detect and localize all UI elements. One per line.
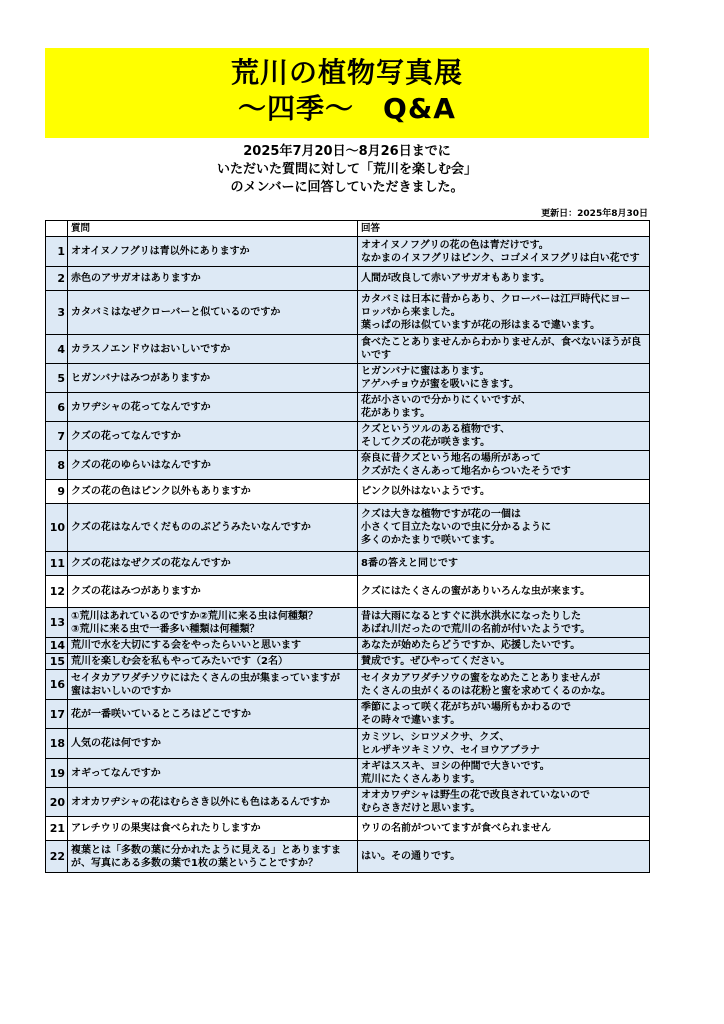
question-cell: オオカワヂシャの花はむらさき以外にも色はあるんですか	[68, 788, 358, 817]
answer-cell: オギはススキ、ヨシの仲間で大きいです。 荒川にたくさんあります。	[358, 759, 650, 788]
question-cell: カラスノエンドウはおいしいですか	[68, 335, 358, 364]
table-row	[46, 335, 650, 364]
table-row	[46, 237, 650, 267]
question-cell: セイタカアワダチソウにはたくさんの虫が集まっていますが 蜜はおいしいのですか	[68, 670, 358, 700]
question-cell: 赤色のアサガオはありますか	[68, 267, 358, 291]
table-row	[46, 422, 650, 451]
question-cell: オギってなんですか	[68, 759, 358, 788]
answer-cell: 昔は大雨になるとすぐに洪水洪水になったりした あばれ川だったので荒川の名前が付いたようです。	[358, 608, 650, 638]
answer-cell: ピンク以外はないようです。	[358, 480, 650, 504]
answer-cell: カタバミは日本に昔からあり、クローバーは江戸時代にヨー ロッパから来ました。 葉っぱの形は似ていますが花の形はまるで違います。	[358, 291, 650, 335]
intro-text	[45, 143, 649, 197]
row-number: 21	[46, 817, 68, 841]
answer-cell: セイタカアワダチソウの蜜をなめたことありませんが たくさんの虫がくるのは花粉と蜜を求めてくるのかな。	[358, 670, 650, 700]
answer-cell: あなたが始めたらどうですか、応援したいです。	[358, 638, 650, 654]
row-number: 4	[46, 335, 68, 364]
header-question: 質問	[68, 221, 358, 237]
table-row	[46, 700, 650, 729]
header-number	[46, 221, 68, 237]
question-cell: カワヂシャの花ってなんですか	[68, 393, 358, 422]
answer-cell: クズは大きな植物ですが花の一個は 小さくて目立たないので虫に分かるように 多くのかたまりで咲いてます。	[358, 504, 650, 552]
answer-cell: 食べたことありませんからわかりませんが、食べないほうが良 いです	[358, 335, 650, 364]
header-answer: 回答	[358, 221, 650, 237]
question-cell: オオイヌノフグリは青以外にありますか	[68, 237, 358, 267]
intro-line-1: 2025年7月20日～8月26日までに	[243, 144, 451, 159]
row-number: 19	[46, 759, 68, 788]
page-subtitle: ～四季～ Q&A	[238, 92, 456, 125]
row-number: 12	[46, 576, 68, 608]
table-row	[46, 729, 650, 759]
answer-cell: クズにはたくさんの蜜がありいろんな虫が来ます。	[358, 576, 650, 608]
question-cell: クズの花はなぜクズの花なんですか	[68, 552, 358, 576]
table-row	[46, 552, 650, 576]
table-row	[46, 788, 650, 817]
table-header-row	[46, 221, 650, 237]
table-row	[46, 267, 650, 291]
row-number: 5	[46, 364, 68, 393]
answer-cell: オオカワヂシャは野生の花で改良されていないので むらさきだけと思います。	[358, 788, 650, 817]
row-number: 20	[46, 788, 68, 817]
row-number: 7	[46, 422, 68, 451]
table-row	[46, 480, 650, 504]
row-number: 18	[46, 729, 68, 759]
table-row	[46, 654, 650, 670]
answer-cell: 奈良に昔クズという地名の場所があって クズがたくさんあって地名からついたそうです	[358, 451, 650, 480]
question-cell: ①荒川はあれているのですか②荒川に来る虫は何種類？ ③荒川に来る虫で一番多い種類は何種類？	[68, 608, 358, 638]
question-cell: クズの花ってなんですか	[68, 422, 358, 451]
answer-cell: 季節によって咲く花がちがい場所もかわるので その時々で違います。	[358, 700, 650, 729]
table-row	[46, 670, 650, 700]
table-row	[46, 504, 650, 552]
table-row	[46, 393, 650, 422]
answer-cell: ウリの名前がついてますが食べられません	[358, 817, 650, 841]
answer-cell: オオイヌノフグリの花の色は青だけです。 なかまのイヌフグリはピンク、コゴメイヌフグリは白い花です	[358, 237, 650, 267]
question-cell: 荒川を楽しむ会を私もやってみたいです（2名）	[68, 654, 358, 670]
answer-cell: 花が小さいので分かりにくいですが、 花があります。	[358, 393, 650, 422]
row-number: 2	[46, 267, 68, 291]
question-cell: 荒川で水を大切にする会をやったらいいと思います	[68, 638, 358, 654]
table-row	[46, 364, 650, 393]
updated-date: 更新日：2025年8月30日	[541, 209, 648, 219]
row-number: 8	[46, 451, 68, 480]
row-number: 11	[46, 552, 68, 576]
question-cell: クズの花のゆらいはなんですか	[68, 451, 358, 480]
table-row	[46, 759, 650, 788]
row-number: 13	[46, 608, 68, 638]
intro-line-3: のメンバーに回答していただきました。	[230, 180, 464, 195]
question-cell: アレチウリの果実は食べられたりしますか	[68, 817, 358, 841]
row-number: 16	[46, 670, 68, 700]
intro-line-2: いただいた質問に対して「荒川を楽しむ会」	[216, 162, 477, 177]
table-row	[46, 576, 650, 608]
row-number: 10	[46, 504, 68, 552]
row-number: 14	[46, 638, 68, 654]
answer-cell: 人間が改良して赤いアサガオもあります。	[358, 267, 650, 291]
title-banner	[45, 48, 649, 138]
table-row	[46, 817, 650, 841]
answer-cell: 賛成です。ぜひやってください。	[358, 654, 650, 670]
qa-table	[45, 220, 650, 873]
answer-cell: カミツレ、シロツメクサ、クズ、 ヒルザキツキミソウ、セイヨウアブラナ	[358, 729, 650, 759]
answer-cell: ヒガンバナに蜜はあります。 アゲハチョウが蜜を吸いにきます。	[358, 364, 650, 393]
row-number: 3	[46, 291, 68, 335]
question-cell: クズの花の色はピンク以外もありますか	[68, 480, 358, 504]
table-row	[46, 841, 650, 873]
row-number: 6	[46, 393, 68, 422]
question-cell: 花が一番咲いているところはどこですか	[68, 700, 358, 729]
table-row	[46, 608, 650, 638]
question-cell: クズの花はみつがありますか	[68, 576, 358, 608]
question-cell: カタバミはなぜクローバーと似ているのですか	[68, 291, 358, 335]
row-number: 22	[46, 841, 68, 873]
question-cell: 人気の花は何ですか	[68, 729, 358, 759]
answer-cell: クズというツルのある植物です、 そしてクズの花が咲きます。	[358, 422, 650, 451]
question-cell: 複葉とは「多数の葉に分かれたように見える」とありますま が、写真にある多数の葉で1枚の葉ということですか？	[68, 841, 358, 873]
table-row	[46, 638, 650, 654]
question-cell: ヒガンバナはみつがありますか	[68, 364, 358, 393]
row-number: 9	[46, 480, 68, 504]
row-number: 1	[46, 237, 68, 267]
answer-cell: 8番の答えと同じです	[358, 552, 650, 576]
table-row	[46, 291, 650, 335]
page-title: 荒川の植物写真展	[230, 56, 463, 89]
row-number: 15	[46, 654, 68, 670]
answer-cell: はい。その通りです。	[358, 841, 650, 873]
question-cell: クズの花はなんでくだもののぶどうみたいなんですか	[68, 504, 358, 552]
row-number: 17	[46, 700, 68, 729]
table-row	[46, 451, 650, 480]
